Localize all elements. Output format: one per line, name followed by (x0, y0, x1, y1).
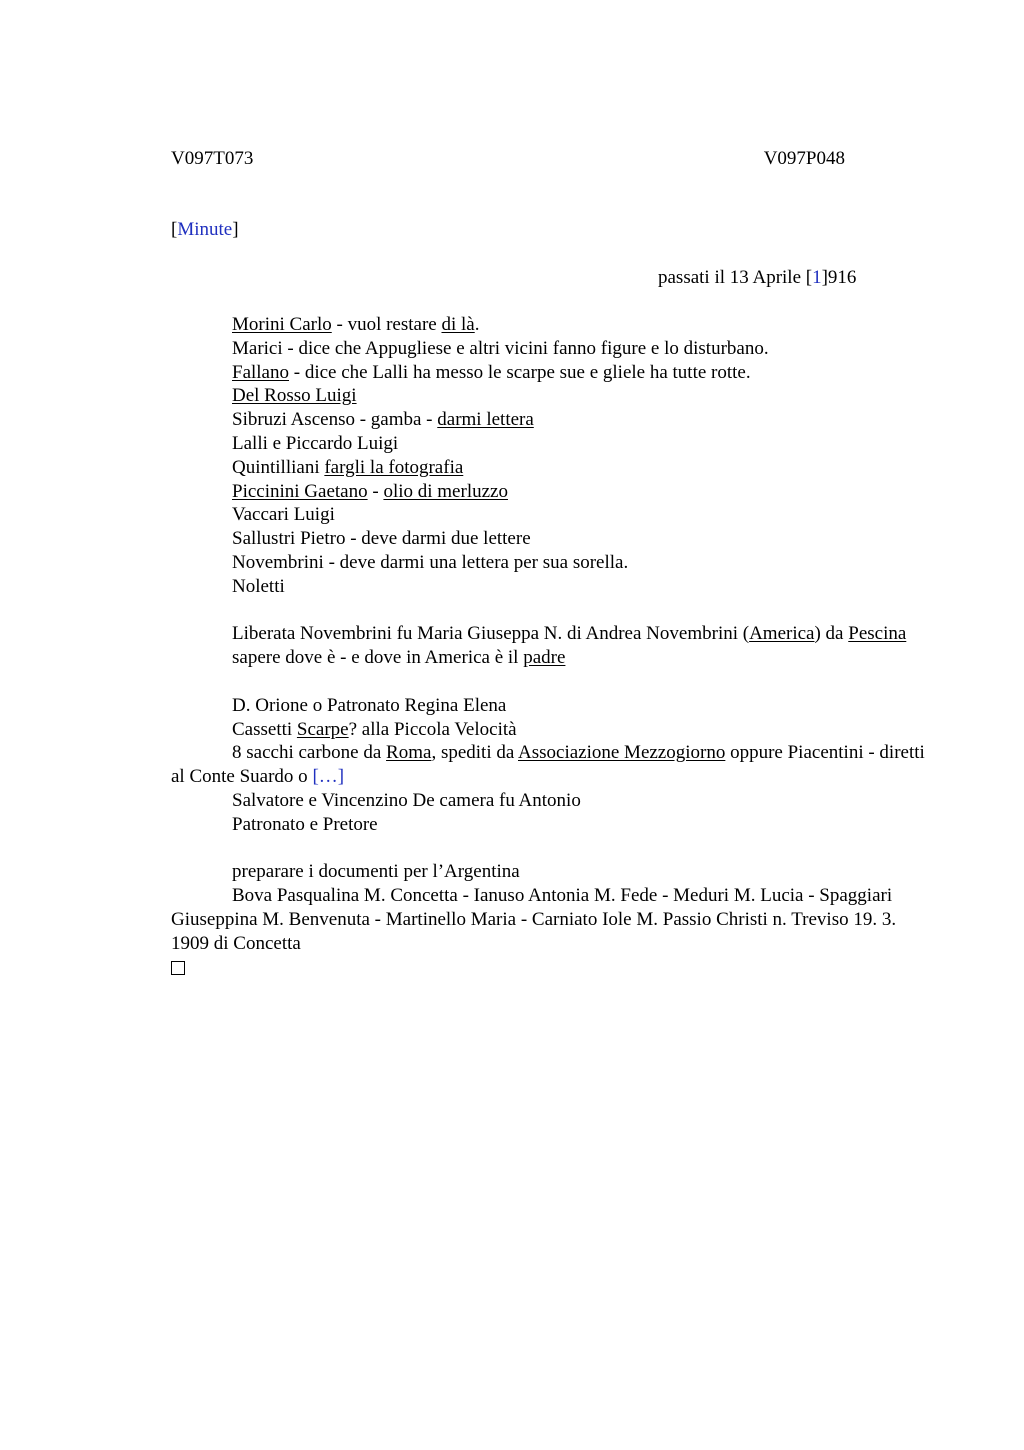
underlined-text: darmi lettera (437, 409, 534, 431)
dateline (658, 266, 856, 289)
paragraph-gap (171, 599, 931, 623)
section-open-bracket: [ (171, 219, 178, 240)
place-name: Pescina (848, 623, 907, 645)
underlined-text: di là (441, 314, 475, 335)
person-name: Del Rosso Luigi (232, 385, 357, 407)
dateline-editorial-digit[interactable]: 1 (812, 267, 822, 288)
text-line: Salvatore e Vincenzino De camera fu Antonio (232, 789, 581, 811)
underlined-text: fargli la fotografia (324, 456, 464, 478)
text-line (171, 384, 931, 408)
text-line: Lalli e Piccardo Luigi (232, 432, 399, 454)
text-line: sapere dove è - e dove in America è il padre (232, 647, 566, 669)
section-close-bracket: ] (232, 219, 239, 240)
text-paragraph: Bova Pasqualina M. Concetta - Ianuso Antonia M. Fede - Meduri M. Lucia - Spaggiari Giuseppina M. Benvenuta - Martinello Maria - Carniato Iole M. Passio Christi n. Treviso 19. 3. 1909 di Concetta (171, 885, 897, 954)
paragraph-gap (171, 670, 931, 694)
text-line: Sallustri Pietro - deve darmi due lettere (232, 528, 531, 550)
text-line: D. Orione o Patronato Regina Elena (232, 694, 507, 716)
text-paragraph: 8 sacchi carbone da Roma, spediti da Associazione Mezzogiorno oppure Piacentini - diretti al Conte Suardo o […] (171, 742, 925, 788)
text-line: Patronato e Pretore (232, 813, 378, 835)
empty-square-icon (171, 961, 185, 975)
place-name: America (749, 623, 815, 645)
person-name: Fallano (232, 361, 289, 383)
text-line: preparare i documenti per l’Argentina (232, 861, 520, 883)
text-line: Noletti (232, 575, 285, 597)
document-code-right: V097P048 (763, 148, 845, 169)
paragraph-gap (171, 837, 931, 861)
body-text (171, 313, 931, 975)
place-name: Roma (386, 742, 432, 764)
text-line: Piccinini Gaetano - olio di merluzzo (232, 480, 508, 502)
text-line: Sibruzi Ascenso - gamba - darmi lettera (232, 409, 534, 431)
underlined-text: Scarpe (296, 718, 349, 740)
person-name: Morini Carlo (232, 314, 332, 335)
dateline-prefix: passati il 13 Aprile [ (658, 267, 813, 288)
text-line: Morini Carlo - vuol restare di là. (232, 314, 480, 335)
underlined-text: padre (523, 647, 566, 669)
editorial-omission-mark[interactable]: […] (312, 766, 345, 788)
section-label (171, 218, 239, 241)
text-paragraph: Liberata Novembrini fu Maria Giuseppa N. di Andrea Novembrini (America) da Pescina (232, 623, 907, 645)
person-name: Piccinini Gaetano (232, 480, 368, 502)
organization-name: Associazione Mezzogiorno (518, 742, 726, 764)
underlined-text: olio di merluzzo (383, 480, 508, 502)
dateline-suffix: ]916 (821, 267, 857, 288)
text-line: Novembrini - deve darmi una lettera per sua sorella. (232, 551, 629, 573)
text-line: Cassetti Scarpe? alla Piccola Velocità (232, 718, 517, 740)
text-line: Quintilliani fargli la fotografia (232, 456, 464, 478)
document-code-left: V097T073 (171, 148, 254, 169)
text-line: Fallano - dice che Lalli ha messo le scarpe sue e gliele ha tutte rotte. (232, 361, 751, 383)
text-line: Vaccari Luigi (232, 504, 335, 526)
section-label-link[interactable]: Minute (177, 219, 233, 240)
text-line: Marici - dice che Appugliese e altri vicini fanno figure e lo disturbano. (232, 337, 769, 359)
